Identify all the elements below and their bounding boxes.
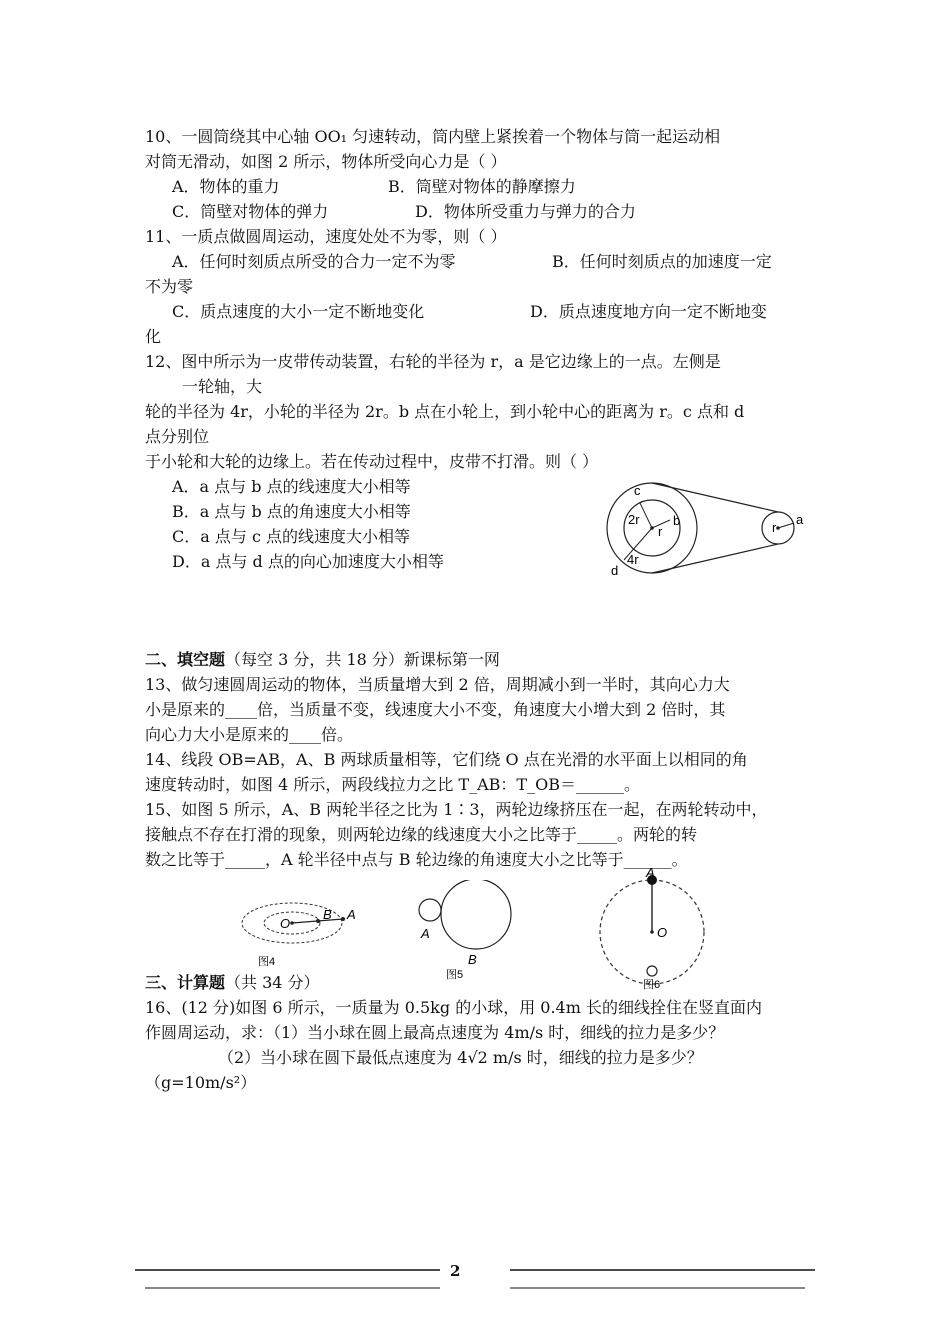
fig12-label-r-small: r [658,524,663,539]
fig12-label-2r: 2r [628,512,640,527]
q10-option-c: C．筒壁对物体的弹力 [172,202,329,221]
fig12-label-r-right: r [772,520,777,535]
q12-line3: 轮的半径为 4r，小轮的半径为 2r。b 点在小轮上，到小轮中心的距离为 r。c 点和 d [145,402,745,421]
q11-option-c: C．质点速度的大小一定不断地变化 [172,302,425,321]
q12-line4: 点分别位 [145,427,210,446]
q12-line5: 于小轮和大轮的边缘上。若在传动过程中，皮带不打滑。则（ ） [145,452,599,471]
q10-line1: 10、一圆筒绕其中心轴 OO₁ 匀速转动，筒内壁上紧挨着一个物体与筒一起运动相 [145,127,721,146]
fig12-label-a: a [796,512,804,527]
q12-option-a: A．a 点与 b 点的线速度大小相等 [172,477,411,496]
figure-4 [240,895,360,970]
section-3-title: 三、计算题 [145,973,226,992]
figure-6 [595,865,715,990]
q14-line2: 速度转动时，如图 4 所示，两段线拉力之比 T_AB：T_OB＝______。 [145,775,640,794]
fig12-label-c: c [634,483,641,498]
fig12-label-d: d [611,563,619,578]
section-2-title: 二、填空题 [145,650,226,669]
fig5-label-a: A [421,926,430,941]
q16-line1: 16、(12 分)如图 6 所示，一质量为 0.5kg 的小球，用 0.4m 长的细线拴住在竖直面内 [145,998,762,1017]
q16-line4: （g=10m/s²） [145,1073,257,1092]
q10-option-d: D．物体所受重力与弹力的合力 [415,202,636,221]
fig4-caption: 图4 [258,956,276,968]
q12-option-b: B．a 点与 b 点的角速度大小相等 [172,502,411,521]
belt-drive-figure [600,478,820,583]
q11-line1: 11、一质点做圆周运动，速度处处不为零，则（ ） [145,227,507,246]
figure-5 [412,880,527,985]
q13-line2: 小是原来的____倍，当质量不变，线速度大小不变，角速度大小增大到 2 倍时，其 [145,700,726,719]
fig5-label-b: B [468,952,477,967]
section-2-heading [145,649,500,671]
q15-line2: 接触点不存在打滑的现象，则两轮边缘的线速度大小之比等于_____。两轮的转 [145,825,698,844]
q12-option-d: D．a 点与 d 点的向心加速度大小相等 [172,552,444,571]
q13-line1: 13、做匀速圆周运动的物体，当质量增大到 2 倍，周期减小到一半时，其向心力大 [145,675,730,694]
fig12-label-4r: 4r [627,552,639,567]
q10-option-b: B．筒壁对物体的静摩擦力 [388,177,576,196]
fig4-label-a: A [347,907,356,922]
q11-option-d: D．质点速度地方向一定不断地变 [530,302,767,321]
q12-option-c: C．a 点与 c 点的线速度大小相等 [172,527,411,546]
q11-option-b-cont: 不为零 [145,277,194,296]
q10-line2: 对筒无滑动，如图 2 所示，物体所受向心力是（ ） [145,152,507,171]
fig12-label-b: b [673,513,681,528]
q15-line3: 数之比等于_____，A 轮半径中点与 B 轮边缘的角速度大小之比等于______。 [145,850,688,869]
q11-option-d-cont: 化 [145,327,162,346]
section-2-note: （每空 3 分，共 18 分）新课标第一网 [225,650,500,669]
section-3-heading [145,972,320,994]
fig4-label-b: B [323,907,332,922]
q16-line3: （2）当小球在圆下最低点速度为 4√2 m/s 时，细线的拉力是多少？ [218,1048,703,1067]
q13-line3: 向心力大小是原来的____倍。 [145,725,354,744]
fig6-label-a: A [646,865,655,880]
q12-line2: 一轮轴，大 [182,377,263,396]
fig5-caption: 图5 [446,969,464,981]
q16-line2: 作圆周运动，求：（1）当小球在圆上最高点速度为 4m/s 时，细线的拉力是多少？ [145,1023,725,1042]
q10-option-a: A．物体的重力 [172,177,280,196]
q14-line1: 14、线段 OB=AB，A、B 两球质量相等，它们绕 O 点在光滑的水平面上以相同的角 [145,750,748,769]
q15-line1: 15、如图 5 所示，A、B 两轮半径之比为 1∶3，两轮边缘挤压在一起，在两轮转动中， [145,800,768,819]
page-number: 2 [450,1262,461,1280]
fig6-label-o: O [657,925,668,940]
fig4-label-o: O [280,916,291,931]
fig6-caption: 图6 [643,979,661,990]
q11-option-b: B．任何时刻质点的加速度一定 [552,252,772,271]
q12-line1: 12、图中所示为一皮带传动装置，右轮的半径为 r，a 是它边缘上的一点。左侧是 [145,352,721,371]
section-3-note: （共 34 分） [225,973,320,992]
q11-option-a: A．任何时刻质点所受的合力一定不为零 [172,252,456,271]
footer-rules [0,1268,950,1298]
